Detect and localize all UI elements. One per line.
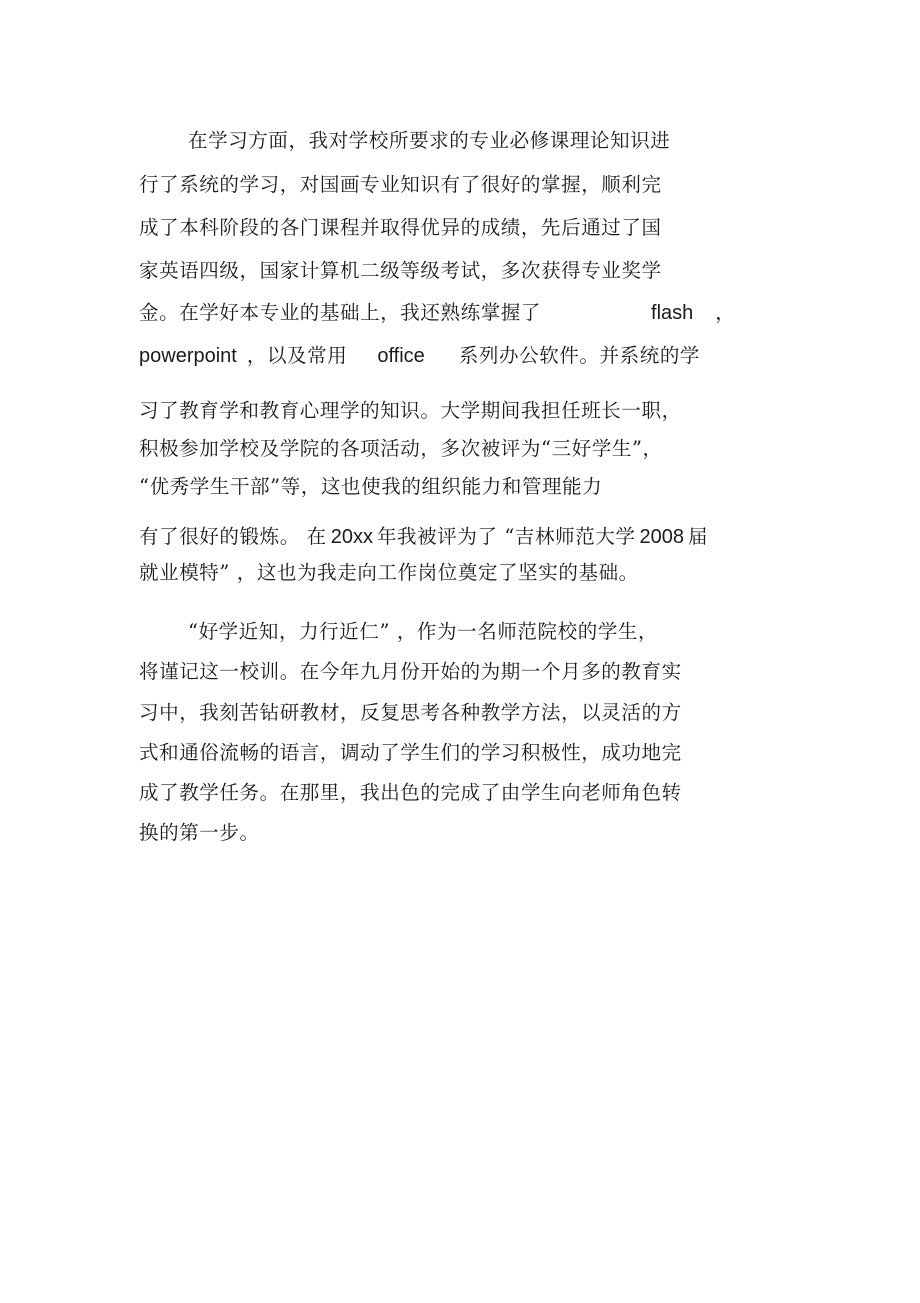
text-line: 习了教育学和教育心理学的知识。大学期间我担任班长一职，: [139, 399, 682, 422]
text-line: 换的第一步。: [139, 821, 260, 844]
software-name-flash: flash: [651, 302, 694, 324]
software-name-office: office: [377, 345, 425, 367]
text-line: [139, 300, 735, 326]
text-line: “优秀学生干部”等，这也使我的组织能力和管理能力: [139, 475, 603, 498]
text-line: 将谨记这一校训。在今年九月份开始的为期一个月多的教育实: [139, 660, 682, 683]
text-segment: ，: [715, 301, 736, 324]
text-line: 式和通俗流畅的语言，调动了学生们的学习积极性，成功地完: [139, 741, 682, 764]
text-line: [139, 524, 708, 550]
text-line: 习中，我刻苦钻研教材，反复思考各种教学方法，以灵活的方: [139, 701, 682, 724]
text-line: 成了本科阶段的各门课程并取得优异的成绩，先后通过了国: [139, 216, 662, 239]
text-line: [139, 343, 700, 369]
year-text: 2008: [639, 526, 685, 548]
text-segment: 金。在学好本专业的基础上，我还熟练掌握了: [139, 301, 542, 324]
text-line: 在学习方面，我对学校所要求的专业必修课理论知识进: [188, 129, 671, 152]
year-text: 20xx: [330, 526, 373, 548]
software-name-powerpoint: powerpoint: [139, 345, 237, 367]
text-line: “好学近知，力行近仁” ，作为一名师范院校的学生，: [188, 620, 659, 643]
text-line: 积极参加学校及学院的各项活动，多次被评为“三好学生”，: [139, 437, 663, 460]
text-segment: 系列办公软件。并系统的学: [458, 344, 701, 367]
text-segment: 有了很好的锻炼。 在: [139, 525, 327, 548]
text-segment: 年我被评为了 “吉林师范大学: [376, 525, 636, 548]
text-line: 成了教学任务。在那里，我出色的完成了由学生向老师角色转: [139, 781, 682, 804]
text-line: 家英语四级，国家计算机二级等级考试，多次获得专业奖学: [139, 259, 662, 282]
text-line: 就业模特” ，这也为我走向工作岗位奠定了坚实的基础。: [139, 561, 639, 584]
text-segment: ，以及常用: [246, 344, 348, 367]
text-segment: 届: [688, 525, 709, 548]
text-line: 行了系统的学习，对国画专业知识有了很好的掌握，顺利完: [139, 173, 662, 196]
